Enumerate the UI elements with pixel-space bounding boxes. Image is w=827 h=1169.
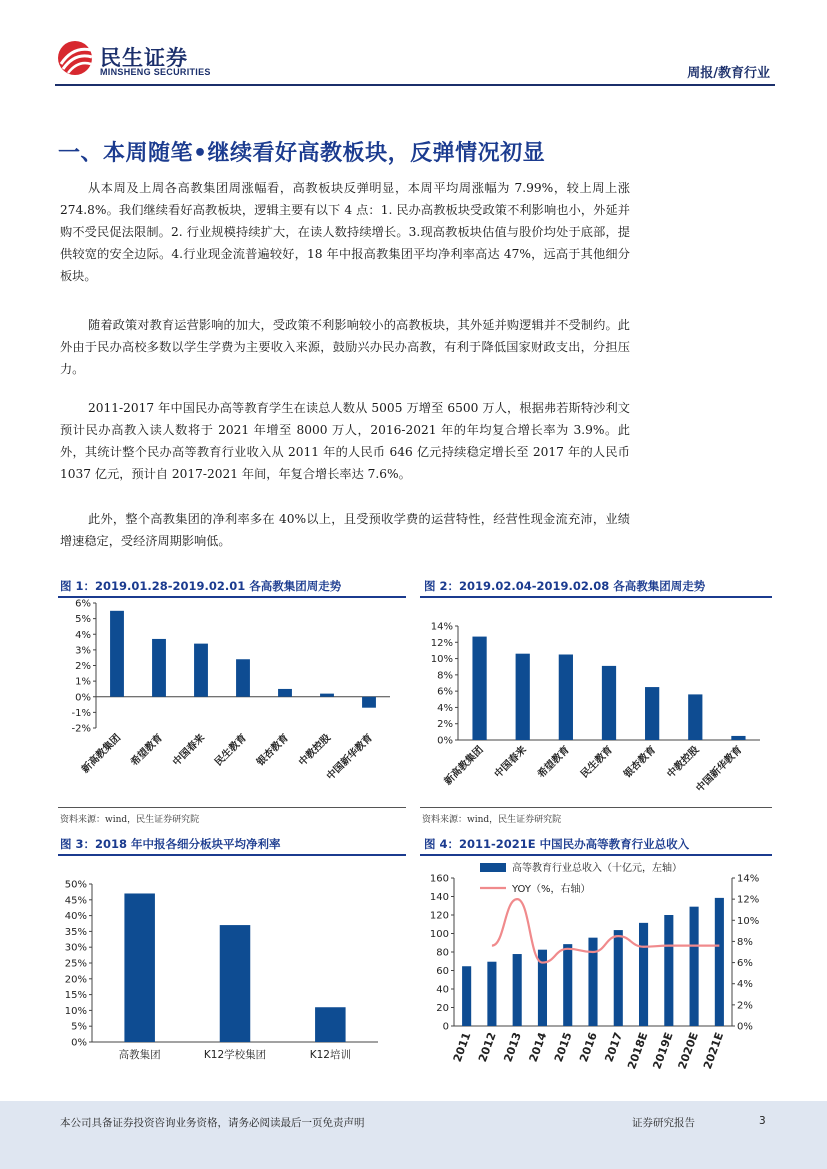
y-tick-label: 2% [437, 719, 453, 731]
x-tick-label: 2014 [526, 1030, 550, 1064]
revenue-bar [639, 923, 648, 1026]
revenue-bar [513, 954, 522, 1026]
x-tick-label: 民生教育 [579, 744, 616, 781]
y-right-tick-label: 14% [737, 873, 760, 885]
yoy-line [492, 899, 719, 962]
figure-2-bottom-rule [420, 807, 772, 808]
x-tick-label: 2017 [602, 1030, 626, 1064]
y-left-tick-label: 60 [436, 966, 449, 977]
logo-text-cn: 民生证券 [100, 46, 188, 70]
revenue-bar [664, 915, 673, 1026]
y-tick-label: 0% [437, 735, 453, 747]
y-left-tick-label: 160 [429, 873, 449, 885]
x-tick-label: 2021E [700, 1030, 727, 1071]
y-right-tick-label: 12% [737, 894, 760, 906]
footer-label: 证券研究报告 [632, 1117, 695, 1129]
y-tick-label: 0% [71, 1037, 87, 1049]
y-right-tick-label: 8% [737, 936, 753, 948]
y-tick-label: 0% [75, 692, 91, 704]
y-tick-label: 30% [64, 942, 87, 954]
legend-label-revenue: 高等教育行业总收入（十亿元，左轴） [512, 863, 682, 874]
bar [472, 637, 486, 740]
minsheng-logo-icon [55, 40, 95, 76]
revenue-bar [614, 930, 623, 1026]
bar [124, 893, 155, 1042]
y-tick-label: 2% [75, 661, 91, 672]
y-tick-label: 6% [437, 686, 453, 698]
section-title: 一、本周随笔•继续看好高教板块，反弹情况初显 [58, 141, 546, 166]
figure-1-source: 资料来源：wind，民生证券研究院 [60, 815, 200, 825]
legend-swatch-revenue [480, 863, 506, 872]
y-tick-label: 35% [64, 926, 87, 938]
bar [688, 694, 702, 740]
x-tick-label: K12学校集团 [203, 1049, 267, 1061]
y-tick-label: 3% [75, 645, 91, 657]
x-tick-label: 2016 [577, 1030, 600, 1064]
x-tick-label: 2018E [625, 1030, 651, 1071]
bar [320, 694, 334, 697]
bar [278, 689, 292, 697]
x-tick-label: 2020E [675, 1030, 701, 1071]
y-right-tick-label: 2% [737, 1000, 753, 1012]
revenue-bar [715, 898, 724, 1026]
bar [194, 644, 208, 697]
paragraph-4: 此外，整个高教集团的净利率多在 40%以上，且受预收学费的运营特性，经营性现金流充沛，业绩增速稳定，受经济周期影响低。 [60, 512, 630, 548]
y-right-tick-label: 4% [737, 979, 753, 991]
figure-3-title: 图 3：2018 年中报各细分板块平均净利率 [60, 837, 281, 851]
bar [602, 666, 616, 740]
x-tick-label: 希望教育 [535, 744, 572, 781]
report-type: 周报/教育行业 [687, 66, 770, 81]
figure-1-chart [58, 598, 408, 806]
legend-label-yoy: YOY（%，右轴） [512, 884, 591, 895]
figure-4-title: 图 4：2011-2021E 中国民办高等教育行业总收入 [424, 837, 690, 851]
figure-2-title: 图 2：2019.02.04-2019.02.08 各高教集团周走势 [424, 579, 706, 593]
figure-3-chart [58, 860, 408, 1070]
y-left-tick-label: 0 [442, 1021, 449, 1033]
figure-1-title: 图 1：2019.01.28-2019.02.01 各高教集团周走势 [60, 579, 342, 593]
y-left-tick-label: 20 [436, 1003, 449, 1014]
revenue-bar [462, 966, 471, 1026]
paragraph-3: 2011-2017 年中国民办高等教育学生在读总人数从 5005 万增至 6500 万人，根据弗若斯特沙利文预计民办高教入读人数将于 2021 年增至 8000 万人，2016-2021 年的年均复合增长率为 3.9%。此外，其统计整个民办高等教育行业收入从 2011 年的人民币 646 亿元持续稳定增长至 2017 年的人民币 1037 亿元，预计自 2017-2021 年间，年复合增长率达 7.6%。 [60, 401, 630, 481]
x-tick-label: 2012 [476, 1030, 499, 1064]
y-tick-label: 20% [64, 974, 87, 986]
y-left-tick-label: 140 [429, 892, 449, 903]
y-right-tick-label: 10% [737, 915, 760, 927]
logo-text-en: MINSHENG SECURITIES [100, 67, 211, 77]
x-tick-label: 银杏教育 [622, 744, 659, 781]
bar [220, 925, 251, 1042]
x-tick-label: 2019E [650, 1030, 676, 1071]
bar [559, 655, 573, 741]
bar [731, 736, 745, 740]
y-tick-label: 4% [437, 702, 453, 714]
y-tick-label: 25% [64, 958, 87, 970]
y-tick-label: 1% [75, 676, 91, 688]
x-tick-label: 新高教集团 [442, 744, 486, 788]
figure-3-top-rule [58, 854, 406, 856]
revenue-bar [487, 962, 496, 1026]
x-tick-label: 中教控股 [665, 744, 702, 781]
y-tick-label: 15% [64, 990, 87, 1002]
page-number: 3 [759, 1115, 766, 1127]
bar [362, 697, 376, 708]
revenue-bar [563, 944, 572, 1026]
y-tick-label: 10% [64, 1005, 87, 1017]
header-divider [55, 84, 775, 86]
x-tick-label: 中国春来 [171, 732, 208, 769]
bar [516, 654, 530, 740]
y-tick-label: -2% [71, 723, 91, 735]
x-tick-label: 银杏教育 [255, 732, 292, 769]
x-tick-label: 中国新华教育 [324, 732, 376, 783]
y-tick-label: 40% [64, 911, 87, 923]
y-tick-label: -1% [71, 707, 91, 719]
bar [645, 687, 659, 740]
x-tick-label: 2013 [501, 1030, 525, 1064]
bar [152, 639, 166, 697]
y-tick-label: 5% [71, 1021, 87, 1033]
y-tick-label: 8% [437, 670, 453, 682]
y-right-tick-label: 0% [737, 1021, 753, 1033]
footer-disclaimer: 本公司具备证券投资咨询业务资格，请务必阅读最后一页免责声明 [60, 1117, 365, 1129]
y-tick-label: 4% [75, 629, 91, 641]
y-left-tick-label: 40 [436, 984, 449, 996]
bar [110, 611, 124, 697]
x-tick-label: 2015 [551, 1030, 575, 1064]
page-header [0, 0, 827, 90]
paragraph-1: 从本周及上周各高教集团周涨幅看，高教板块反弹明显，本周平均周涨幅为 7.99%，较上周上涨 274.8%。我们继续看好高教板块，逻辑主要有以下 4 点：1. 民办高教板块受政策不利影响也小，外延并购不受民促法限制。2. 行业规模持续扩大，在读人数持续增长。3.现高教板块估值与股价均处于底部，提供较宽的安全边际。4.行业现金流普遍较好，18 年中报高教集团平均净利率高达 47%，远高于其他细分板块。 [60, 181, 630, 283]
y-tick-label: 6% [75, 598, 91, 610]
figure-2-chart [420, 598, 774, 806]
x-tick-label: 中国新华教育 [694, 744, 745, 795]
x-tick-label: 民生教育 [213, 732, 250, 769]
y-left-tick-label: 80 [436, 947, 449, 959]
y-tick-label: 12% [430, 637, 453, 649]
paragraph-2: 随着政策对教育运营影响的加大，受政策不利影响较小的高教板块，其外延并购逻辑并不受制约。此外由于民办高校多数以学生学费为主要收入来源，鼓励兴办民办高教，有利于降低国家财政支出，分担压力。 [60, 318, 630, 376]
y-tick-label: 14% [430, 621, 453, 633]
x-tick-label: 高教集团 [118, 1049, 161, 1061]
y-tick-label: 45% [64, 895, 87, 907]
x-tick-label: 中国春来 [492, 744, 529, 781]
y-left-tick-label: 100 [429, 929, 449, 940]
x-tick-label: 新高教集团 [79, 732, 124, 776]
page-footer [0, 1101, 827, 1169]
y-tick-label: 50% [64, 879, 87, 891]
x-tick-label: 希望教育 [129, 732, 166, 769]
y-tick-label: 10% [430, 654, 453, 666]
bar [236, 659, 250, 697]
x-tick-label: K12培训 [309, 1049, 351, 1061]
x-tick-label: 2011 [450, 1030, 474, 1064]
x-tick-label: 中教控股 [297, 732, 334, 769]
figure-1-bottom-rule [58, 807, 406, 808]
y-left-tick-label: 120 [429, 910, 449, 922]
figure-4-top-rule [420, 854, 772, 856]
y-right-tick-label: 6% [737, 958, 753, 970]
revenue-bar [690, 907, 699, 1026]
figure-2-source: 资料来源：wind，民生证券研究院 [422, 815, 562, 825]
y-tick-label: 5% [75, 614, 91, 626]
figure-4-chart [420, 858, 774, 1090]
bar [315, 1007, 346, 1042]
